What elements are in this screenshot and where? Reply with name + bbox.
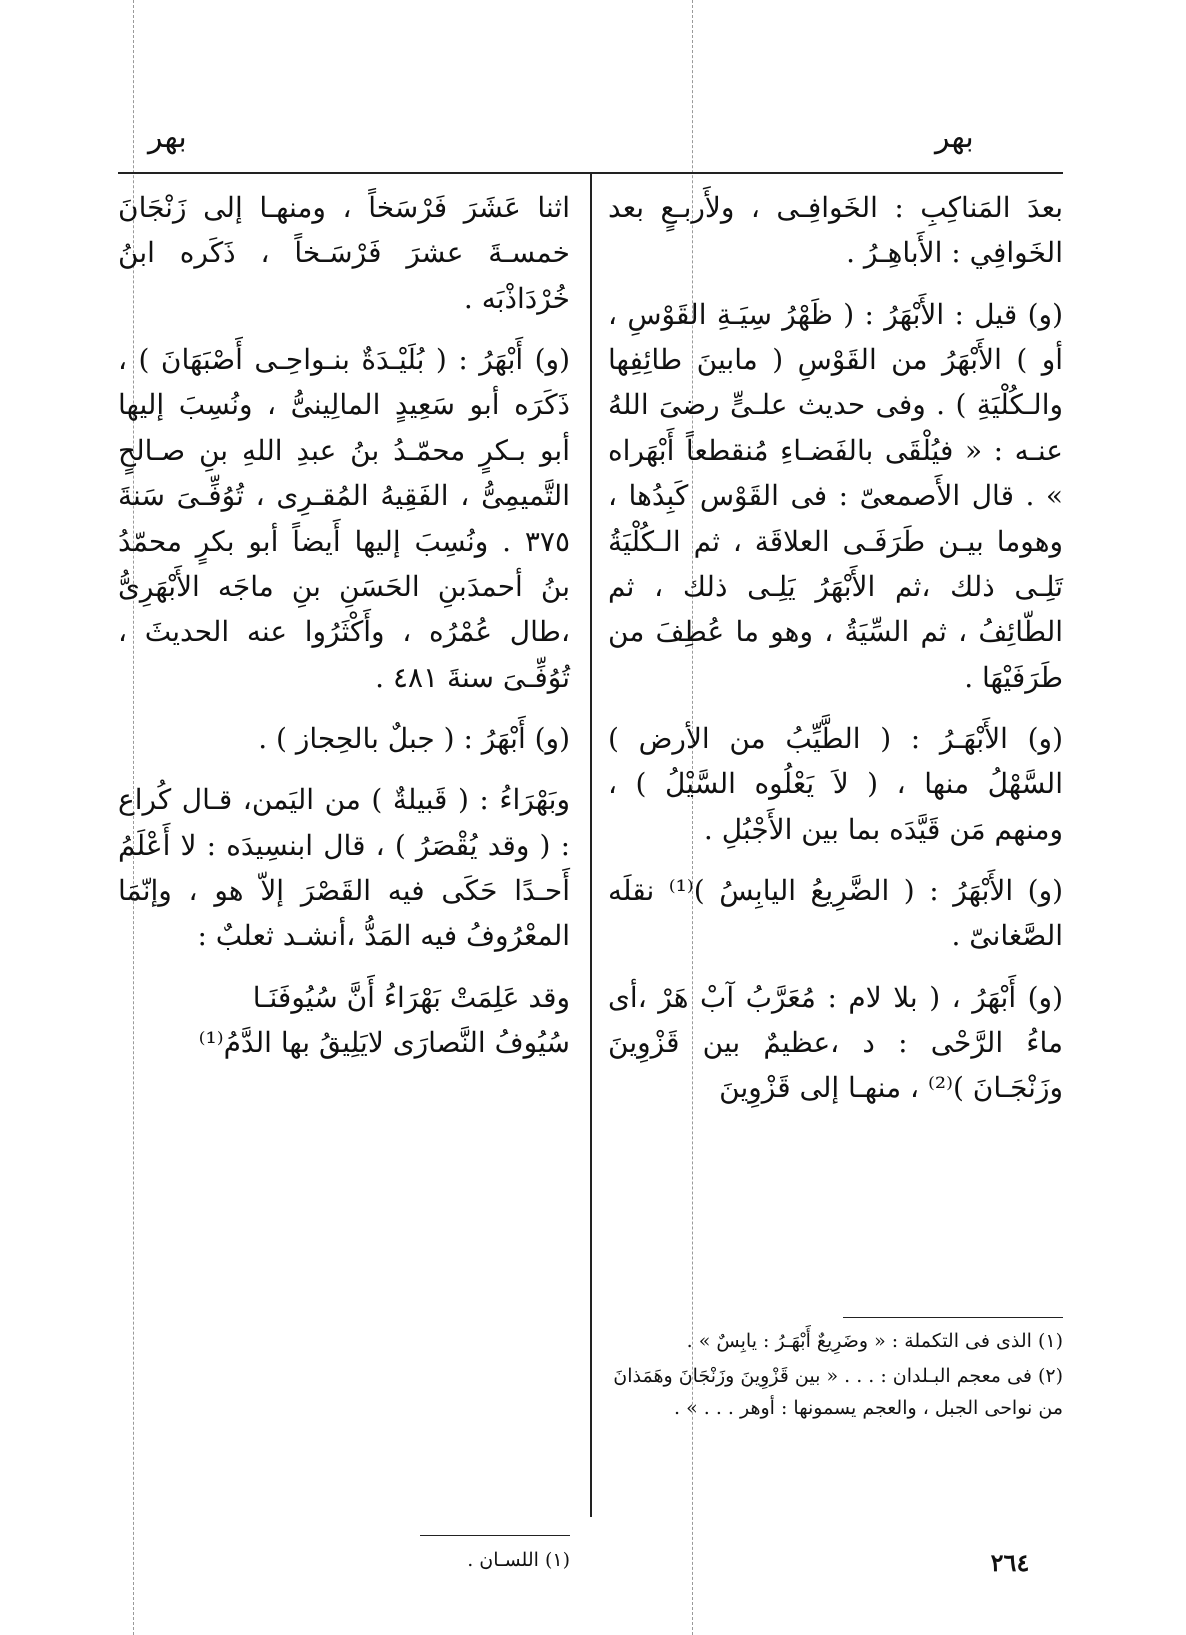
left-verse-line-2: سُيُوفُ النَّصارَى لايَلِيقُ بها الدَّمُ⁽¹⁾ (198, 1026, 570, 1060)
left-verse-line-1: وقد عَلِمَتْ بَهْرَاءُ أَنَّ سُيُوفَنَـا (252, 980, 570, 1014)
right-footnote-1: (١) الذى فى التكملة : « وضَرِيعٌ أَبْهَـرُ : يابِسٌ » . (686, 1330, 1063, 1352)
left-column (118, 185, 570, 1081)
header-word-left: بهر (148, 120, 187, 155)
right-paragraph-1: بعدَ المَناكِبِ : الخَوافِـى ، ولأَربـعٍ بعد الخَوافِي : الأَباهِـرُ . (608, 191, 1063, 270)
right-paragraph-4: (و) الأَبْهَرُ : ( الضَّرِيعُ اليابِسُ )⁽¹⁾ نقلَه الصَّغانىّ . (608, 874, 1064, 953)
right-paragraph-2: (و) قيل : الأَبْهَرُ : ( ظَهْرُ سِيَـةِ القَوْسِ ، أو ) الأَبْهَرُ من القَوْسِ ( مابينَ طائِفِها والـكُلْيَةِ ) . وفى حديث علـىٍّ رضىَ اللهُ عنـه : « فيُلْقَى بالفَضـاءِ مُنقطعاً أَبْهَراه » . قال الأَصمعىّ : فى القَوْس كَبِدُها ، وهوما بيـن طَرَفَـى العلاقَة ، ثم الـكُلْيَةُ تَلِـى ذلك ،ثم الأَبْهَرُ يَلِـى ذلك ، ثم الطّائِفُ ، ثم السِّيَةُ ، وهو ما عُطِفَ من طَرَفَيْهَا . (608, 297, 1063, 694)
left-footnote-1: (١) اللسـان . (467, 1549, 570, 1571)
column-divider (590, 172, 592, 1517)
page-number: ٢٦٤ (990, 1548, 1030, 1577)
left-paragraph-3: (و) أَبْهَرُ : ( جبلٌ بالحِجاز ) . (258, 721, 570, 755)
right-paragraph-5: (و) أَبْهَرُ ، ( بلا لام : مُعَرَّبُ آبْ هَرْ ،أى ماءُ الرَّحْى : د ،عظيمٌ بين قَزْوِينَ وزَنْجَـانَ )⁽²⁾ ، منهـا إلى قَزْوِينَ (608, 980, 1063, 1105)
right-column (608, 185, 1063, 1127)
right-footnotes (608, 1326, 1063, 1428)
header-word-right: بهر (935, 120, 974, 155)
left-paragraph-4: وبَهْرَاءُ : ( قَبيلةٌ ) من اليَمن، قـال كُراع : ( وقد يُقْصَرُ ) ، قال ابنسِيدَه : لا أَعْلَمُ أَحـدًا حَكَى فيه القَصْرَ إلاّ هو ، وإنّمَا المعْرُوفُ فيه المَدُّ ،أنشـد ثعلبٌ : (118, 783, 570, 953)
left-footnote-rule (420, 1535, 570, 1536)
right-paragraph-3: (و) الأَبْهَـرُ : ( الطَّيِّبُ من الأرض ) السَّهْلُ منها ، ( لاَ يَعْلُوه السَّيْلُ ) ، ومنهم مَن قَيَّدَه بما بين الأَجْبُلِ . (608, 721, 1063, 846)
right-footnote-2: (٢) فى معجم البـلدان : . . . « بين قَزْوِينَ وزَنْجَانَ وهَمَذانَ من نواحى الجبل ، والعجم يسمونها : أوهر . . . » . (613, 1365, 1063, 1419)
left-footnotes (118, 1545, 570, 1580)
right-footnote-rule (843, 1317, 1063, 1318)
left-paragraph-1: اثنا عَشَرَ فَرْسَخاً ، ومنهـا إلى زَنْجَانَ خمسـةَ عشرَ فَرْسَـخاً ، ذَكَره ابنُ خُرْدَاذْبَه . (118, 191, 570, 315)
left-paragraph-2: (و) أَبْهَرُ : ( بُلَيْـدَةٌ بنـواحِـى أَصْبَهَانَ ) ، ذَكَرَه أبو سَعِيدٍ المالِينىُّ ، ونُسِبَ إليها أبو بـكرٍ محمّـدُ بنُ عبدِ اللهِ بنِ صـالحٍ التَّميمِىُّ ، الفَقِيهُ المُقـرِى ، تُوُفِّـىَ سَنةَ ٣٧٥ . ونُسِبَ إليها أَيضاً أبو بكرٍ محمّدُ بنُ أحمدَبنِ الحَسَنِ بنِ ماجَه الأَبْهَرِىُّ ،طال عُمْرُه ، وأَكْثَرُوا عنه الحديثَ ، تُوُفِّـىَ سنةَ ٤٨١ . (118, 343, 570, 694)
